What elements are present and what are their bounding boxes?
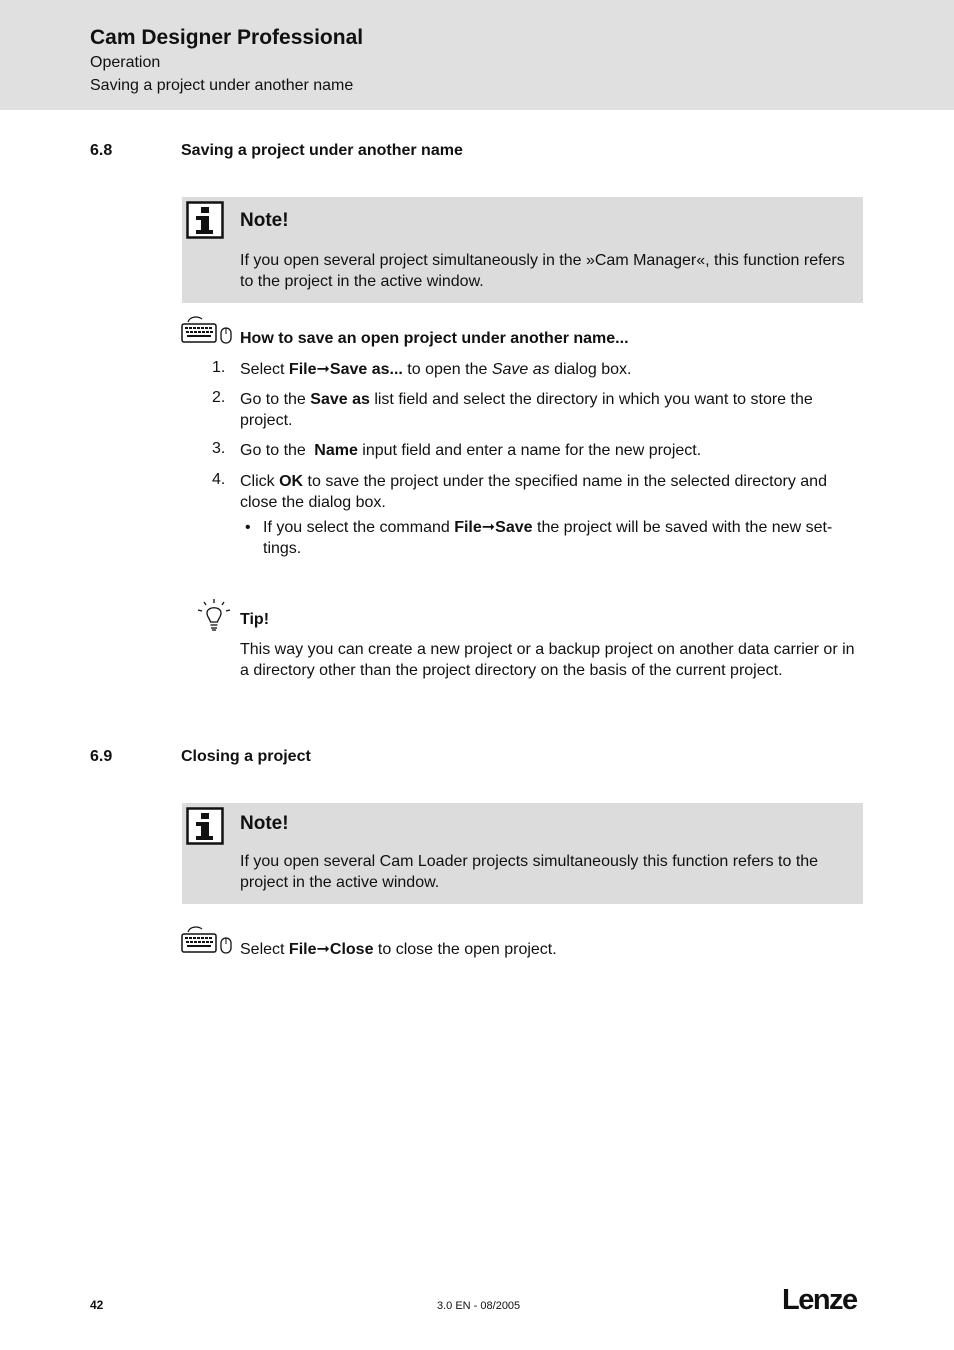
arrow-icon: ➞ bbox=[481, 519, 496, 536]
step-text: Go to the Save as list field and select the directory in which you want to store the project. bbox=[240, 391, 813, 429]
page-number: 42 bbox=[90, 1298, 104, 1312]
info-icon bbox=[186, 807, 224, 850]
howto-title: How to save an open project under another name... bbox=[240, 330, 629, 347]
close-instruction: Select File➞Close to close the open project. bbox=[240, 941, 557, 958]
note-title: Note! bbox=[240, 813, 289, 834]
section-title: Closing a project bbox=[181, 748, 311, 765]
tip-text: This way you can create a new project or a backup project on another data carrier or in a directory other than the project directory on the basis of the current project. bbox=[240, 641, 855, 679]
lightbulb-icon bbox=[196, 598, 232, 639]
arrow-icon: ➞ bbox=[316, 361, 330, 378]
section-number: 6.8 bbox=[90, 142, 113, 159]
document-title: Cam Designer Professional bbox=[90, 26, 364, 49]
chapter-title: Operation bbox=[90, 54, 161, 71]
tip-title: Tip! bbox=[240, 611, 270, 628]
bullet-text: If you select the command File➞Save the project will be saved with the new set-tings. bbox=[263, 519, 833, 557]
note-text: If you open several project simultaneously in the »Cam Manager«, this function refers to the project in the active window. bbox=[240, 252, 845, 290]
step-text: Select File➞Save as... to open the Save as dialog box. bbox=[240, 361, 632, 378]
arrow-icon: ➞ bbox=[316, 941, 330, 958]
step-text: Go to the Name input field and enter a name for the new project. bbox=[240, 442, 702, 459]
step-text: Click OK to save the project under the specified name in the selected directory and close the dialog box. bbox=[240, 473, 827, 511]
lenze-logo: Lenze bbox=[782, 1284, 857, 1316]
page-header bbox=[0, 0, 954, 110]
section-breadcrumb: Saving a project under another name bbox=[90, 77, 354, 94]
step-number: 2. bbox=[212, 389, 226, 406]
note-box bbox=[182, 803, 863, 904]
note-text: If you open several Cam Loader projects simultaneously this function refers to the project in the active window. bbox=[240, 853, 819, 891]
step-number: 3. bbox=[212, 440, 226, 457]
note-box bbox=[182, 197, 863, 303]
bullet-marker: • bbox=[245, 519, 251, 536]
section-title: Saving a project under another name bbox=[181, 142, 463, 159]
keyboard-mouse-icon bbox=[180, 314, 234, 351]
step-number: 4. bbox=[212, 471, 226, 488]
keyboard-mouse-icon bbox=[180, 924, 234, 961]
note-title: Note! bbox=[240, 210, 289, 231]
version-label: 3.0 EN - 08/2005 bbox=[437, 1300, 521, 1312]
info-icon bbox=[186, 201, 224, 244]
section-number: 6.9 bbox=[90, 748, 113, 765]
step-number: 1. bbox=[212, 359, 226, 376]
